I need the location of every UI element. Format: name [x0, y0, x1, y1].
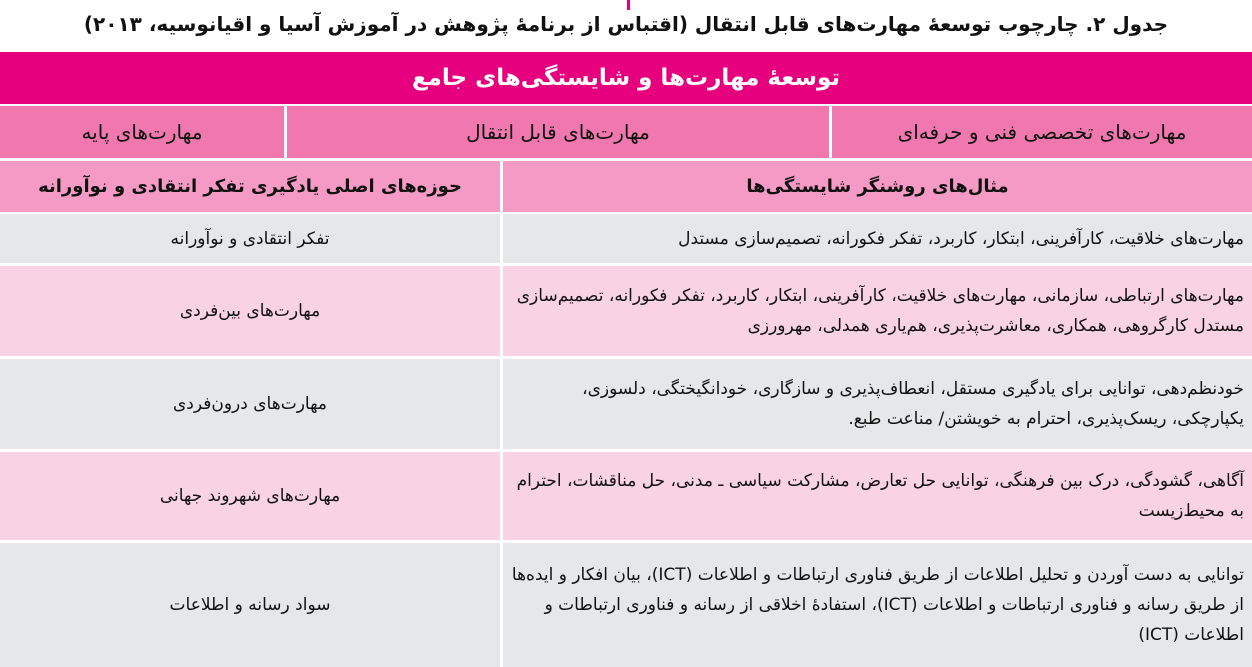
table-row: [0, 543, 1252, 667]
domain-cell: مهارت‌های درون‌فردی: [0, 359, 500, 449]
examples-cell: توانایی به دست آوردن و تحلیل اطلاعات از طریق فناوری ارتباطات و اطلاعات (ICT)، بیان افکار و ایده‌ها از طریق رسانه و فناوری ارتباطات و اطلاعات (ICT)، استفادهٔ اخلاقی از رسانه و فناوری ارتباطات و اطلاعات (ICT): [503, 543, 1252, 667]
header-row: [0, 161, 1252, 212]
category-transferable: مهارت‌های قابل انتقال: [287, 106, 829, 158]
header-domains: حوزه‌های اصلی یادگیری تفکر انتقادی و نوآورانه: [0, 161, 500, 212]
category-row: [0, 106, 1252, 158]
domain-cell: سواد رسانه و اطلاعات: [0, 543, 500, 667]
header-examples: مثال‌های روشنگر شایستگی‌ها: [503, 161, 1252, 212]
table-row: [0, 214, 1252, 263]
table-row: [0, 452, 1252, 540]
table-title: توسعهٔ مهارت‌ها و شایستگی‌های جامع: [0, 52, 1252, 104]
domain-cell: مهارت‌های بین‌فردی: [0, 266, 500, 356]
examples-cell: مهارت‌های خلاقیت، کارآفرینی، ابتکار، کاربرد، تفکر فکورانه، تصمیم‌سازی مستدل: [503, 214, 1252, 263]
examples-cell: خودنظم‌دهی، توانایی برای یادگیری مستقل، انعطاف‌پذیری و سازگاری، خودانگیختگی، دلسوزی، یکپارچکی، ریسک‌پذیری، احترام به خویشتن/ مناعت طبع.: [503, 359, 1252, 449]
examples-cell: آگاهی، گشودگی، درک بین فرهنگی، توانایی حل تعارض، مشارکت سیاسی ـ مدنی، حل مناقشات، احترام به محیط‌زیست: [503, 452, 1252, 540]
table-row: [0, 359, 1252, 449]
category-basic: مهارت‌های پایه: [0, 106, 284, 158]
domain-cell: تفکر انتقادی و نوآورانه: [0, 214, 500, 263]
examples-cell: مهارت‌های ارتباطی، سازمانی، مهارت‌های خلاقیت، کارآفرینی، ابتکار، کاربرد، تفکر فکورانه، تصمیم‌سازی مستدل کارگروهی، همکاری، معاشرت‌پذیری، هم‌یاری همدلی، مهرورزی: [503, 266, 1252, 356]
domain-cell: مهارت‌های شهروند جهانی: [0, 452, 500, 540]
table-caption: جدول ۲. چارچوب توسعهٔ مهارت‌های قابل انتقال (اقتباس از برنامهٔ پژوهش در آموزش آسیا و اقیانوسیه، ۲۰۱۳): [83, 12, 1169, 36]
category-technical: مهارت‌های تخصصی فنی و حرفه‌ای: [832, 106, 1252, 158]
table-row: [0, 266, 1252, 356]
